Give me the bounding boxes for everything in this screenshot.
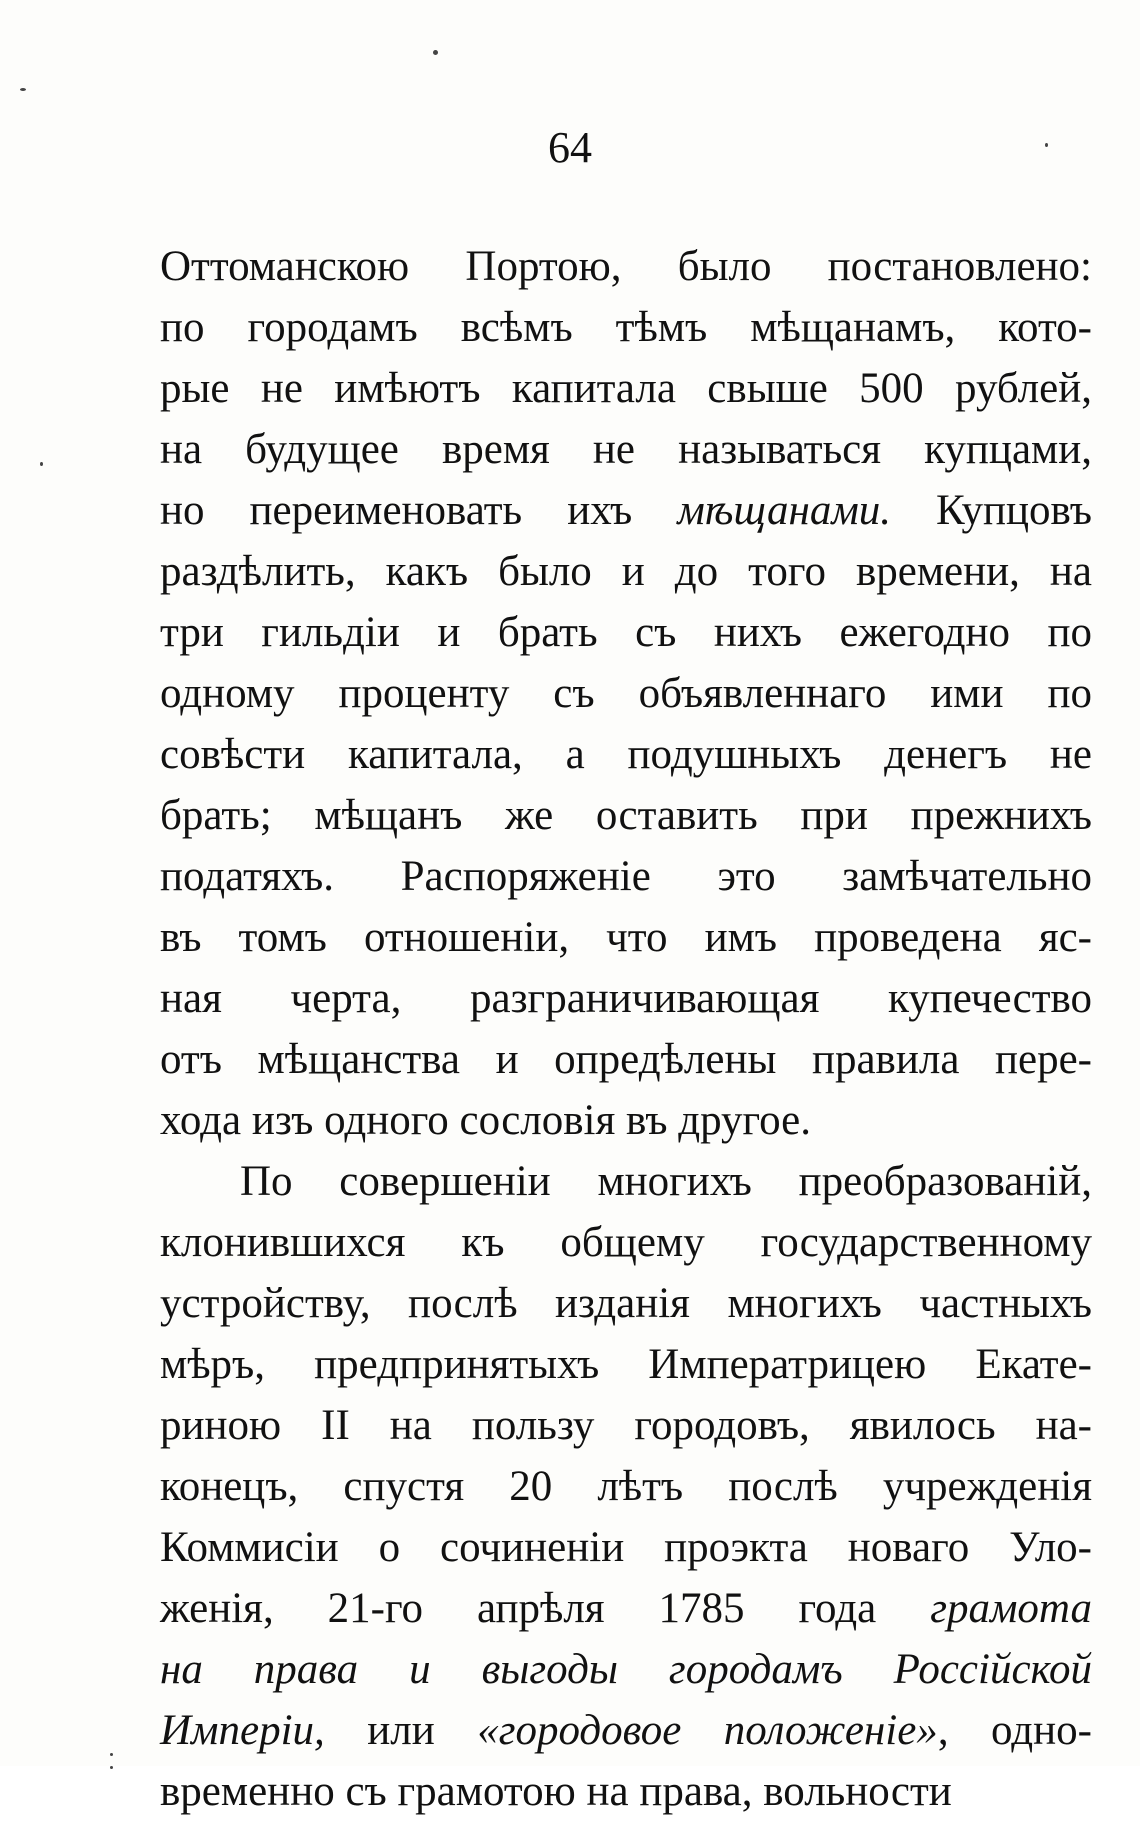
scan-speck: [40, 462, 43, 466]
text-line: [160, 541, 1092, 602]
text-line: [160, 297, 1092, 358]
body-text: [160, 236, 1092, 1822]
text-run: конецъ, спустя 20 лѣтъ послѣ учрежденія: [160, 1463, 1092, 1510]
italic-run: «городовое положеніе»: [477, 1707, 938, 1754]
text-run: временно съ грамотою на права, вольности: [160, 1768, 952, 1815]
text-run: Оттоманскою Портою, было постановлено:: [160, 243, 1092, 290]
paragraph: [160, 236, 1092, 1151]
text-line: [160, 1578, 1092, 1639]
scan-speck: [110, 1753, 113, 1756]
paragraph: [160, 1151, 1092, 1822]
text-run: ная черта, разграничивающая купечество: [160, 975, 1092, 1022]
text-line: [160, 1090, 1092, 1151]
text-run: на будущее время не называться купцами,: [160, 426, 1092, 473]
text-run: но переименовать ихъ: [160, 487, 678, 534]
text-run: Коммисіи о сочиненіи проэкта новаго Уло-: [160, 1524, 1092, 1571]
italic-run: грамота: [930, 1585, 1092, 1632]
text-line: [160, 358, 1092, 419]
text-run: По совершеніи многихъ преобразованій,: [240, 1158, 1092, 1205]
text-run: , одно-: [937, 1707, 1092, 1754]
text-line: [160, 480, 1092, 541]
scan-speck: [433, 50, 438, 55]
text-line: [160, 1761, 1092, 1822]
scan-speck: [110, 1766, 113, 1769]
text-run: три гильдіи и брать съ нихъ ежегодно по: [160, 609, 1092, 656]
text-line: [160, 785, 1092, 846]
page-number: 64: [548, 123, 592, 172]
text-line: [160, 1639, 1092, 1700]
text-run: хода изъ одного сословія въ другое.: [160, 1097, 811, 1144]
text-run: мѣръ, предпринятыхъ Императрицею Екате-: [160, 1341, 1092, 1388]
text-line: [160, 968, 1092, 1029]
text-run: устройству, послѣ изданія многихъ частныхъ: [160, 1280, 1092, 1327]
text-line: [160, 846, 1092, 907]
text-run: податяхъ. Распоряженіе это замѣчательно: [160, 853, 1092, 900]
text-run: отъ мѣщанства и опредѣлены правила пере-: [160, 1036, 1092, 1083]
text-line: [160, 1395, 1092, 1456]
text-line: [160, 907, 1092, 968]
text-run: раздѣлить, какъ было и до того времени, на: [160, 548, 1092, 595]
text-run: одному проценту съ объявленнаго ими по: [160, 670, 1092, 717]
text-run: женія, 21-го апрѣля 1785 года: [160, 1585, 931, 1632]
text-line: [160, 1273, 1092, 1334]
text-run: риною II на пользу городовъ, явилось на-: [160, 1402, 1092, 1449]
text-line: [160, 419, 1092, 480]
scan-speck: [1045, 143, 1048, 147]
text-run: брать; мѣщанъ же оставить при прежнихъ: [160, 792, 1092, 839]
text-line: [160, 1456, 1092, 1517]
text-line: [160, 1151, 1092, 1212]
text-run: по городамъ всѣмъ тѣмъ мѣщанамъ, кото-: [160, 304, 1092, 351]
text-line: [160, 236, 1092, 297]
text-line: [160, 1517, 1092, 1578]
text-line: [160, 724, 1092, 785]
italic-run: мѣщанами.: [677, 487, 892, 534]
text-run: рые не имѣютъ капитала свыше 500 рублей,: [160, 365, 1092, 412]
text-run: совѣсти капитала, а подушныхъ денегъ не: [160, 731, 1092, 778]
text-run: Купцовъ: [891, 487, 1092, 534]
text-line: [160, 1212, 1092, 1273]
text-line: [160, 1700, 1092, 1761]
text-line: [160, 602, 1092, 663]
text-run: или: [324, 1707, 478, 1754]
text-run: клонившихся къ общему государственному: [160, 1219, 1092, 1266]
scan-speck: [20, 88, 26, 91]
text-line: [160, 663, 1092, 724]
italic-run: Имперіи,: [160, 1707, 325, 1754]
text-run: въ томъ отношеніи, что имъ проведена яс-: [160, 914, 1092, 961]
text-line: [160, 1029, 1092, 1090]
text-line: [160, 1334, 1092, 1395]
italic-run: на права и выгоды городамъ Россійской: [160, 1646, 1092, 1693]
